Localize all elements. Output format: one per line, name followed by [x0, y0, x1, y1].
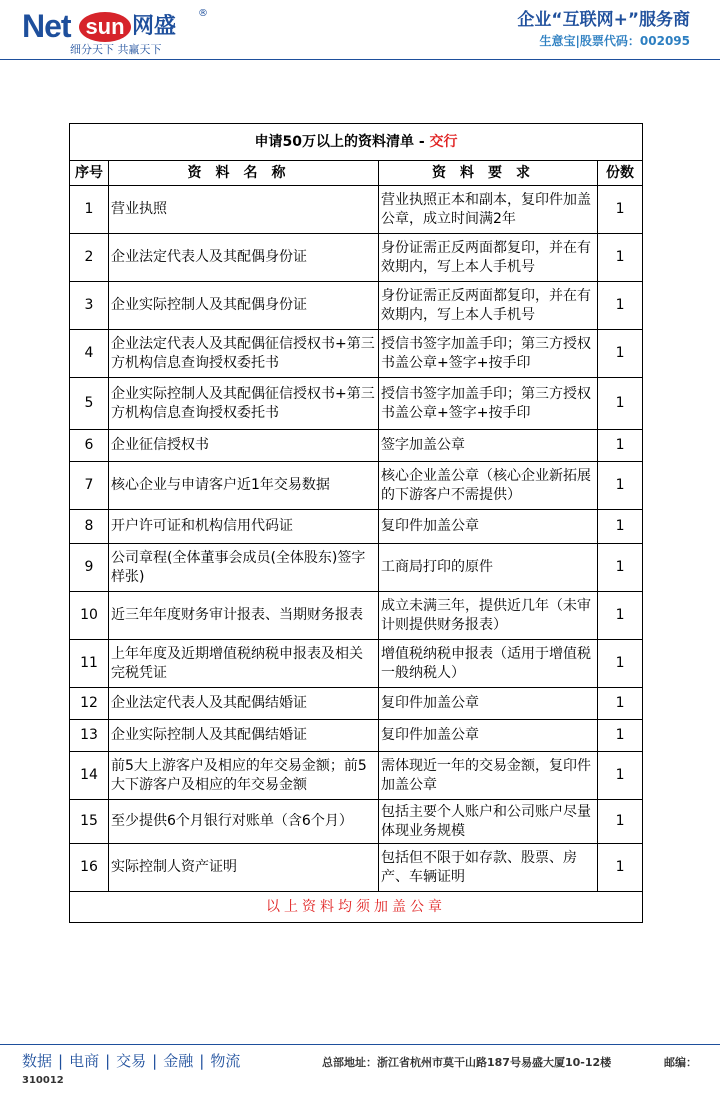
table-row	[70, 510, 643, 544]
table-title	[70, 124, 643, 161]
row-document-name: 实际控制人资产证明	[109, 844, 379, 892]
row-requirement: 复印件加盖公章	[379, 688, 598, 720]
logo-sun-badge: sun	[79, 12, 131, 42]
table-row	[70, 330, 643, 378]
stock-code: 生意宝|股票代码：002095	[539, 34, 690, 48]
row-number: 4	[70, 330, 109, 378]
document-table	[69, 123, 643, 923]
header-divider	[0, 59, 720, 60]
header-tagline: 企业“互联网+”服务商	[517, 10, 690, 30]
row-requirement: 营业执照正本和副本，复印件加盖公章，成立时间满2年	[379, 186, 598, 234]
nav-separator: |	[152, 1052, 158, 1070]
registered-mark: ®	[198, 8, 208, 19]
table-row	[70, 544, 643, 592]
row-document-name: 企业实际控制人及其配偶结婚证	[109, 720, 379, 752]
row-count: 1	[598, 688, 643, 720]
row-number: 3	[70, 282, 109, 330]
row-number: 2	[70, 234, 109, 282]
footer-nav-logistics[interactable]: 物流	[210, 1052, 241, 1070]
row-requirement: 包括但不限于如存款、股票、房产、车辆证明	[379, 844, 598, 892]
nav-separator: |	[105, 1052, 111, 1070]
row-count: 1	[598, 720, 643, 752]
row-requirement: 签字加盖公章	[379, 430, 598, 462]
footer-nav-data[interactable]: 数据	[22, 1052, 53, 1070]
row-count: 1	[598, 544, 643, 592]
col-header-no: 序号	[70, 161, 109, 186]
row-count: 1	[598, 592, 643, 640]
table-title-text: 申请50万以上的资料清单 -	[254, 133, 430, 150]
table-footer-note: 以上资料均须加盖公章	[70, 892, 643, 923]
row-count: 1	[598, 378, 643, 430]
row-number: 14	[70, 752, 109, 800]
row-count: 1	[598, 186, 643, 234]
table-row	[70, 186, 643, 234]
footer-nav-trade[interactable]: 交易	[116, 1052, 147, 1070]
logo-cn-text: 网盛	[132, 14, 177, 39]
row-number: 11	[70, 640, 109, 688]
row-count: 1	[598, 430, 643, 462]
row-number: 16	[70, 844, 109, 892]
table-row	[70, 844, 643, 892]
row-number: 12	[70, 688, 109, 720]
table-row	[70, 462, 643, 510]
footer-nav-ecommerce[interactable]: 电商	[69, 1052, 100, 1070]
row-requirement: 成立未满三年，提供近几年（未审计则提供财务报表）	[379, 592, 598, 640]
table-header-row	[70, 161, 643, 186]
row-count: 1	[598, 282, 643, 330]
table-row	[70, 720, 643, 752]
row-document-name: 核心企业与申请客户近1年交易数据	[109, 462, 379, 510]
col-header-count: 份数	[598, 161, 643, 186]
row-requirement: 授信书签字加盖手印；第三方授权书盖公章+签字+按手印	[379, 378, 598, 430]
row-number: 7	[70, 462, 109, 510]
row-document-name: 上年年度及近期增值税纳税申报表及相关完税凭证	[109, 640, 379, 688]
table-row	[70, 688, 643, 720]
table-row	[70, 234, 643, 282]
table-row	[70, 430, 643, 462]
row-requirement: 增值税纳税申报表（适用于增值税一般纳税人）	[379, 640, 598, 688]
row-document-name: 企业法定代表人及其配偶结婚证	[109, 688, 379, 720]
footer-divider	[0, 1044, 720, 1045]
row-requirement: 身份证需正反两面都复印，并在有效期内，写上本人手机号	[379, 234, 598, 282]
table-row	[70, 282, 643, 330]
nav-separator: |	[58, 1052, 64, 1070]
row-requirement: 身份证需正反两面都复印，并在有效期内，写上本人手机号	[379, 282, 598, 330]
col-header-name: 资料名称	[109, 161, 379, 186]
row-number: 9	[70, 544, 109, 592]
row-count: 1	[598, 844, 643, 892]
row-document-name: 企业征信授权书	[109, 430, 379, 462]
table-row	[70, 752, 643, 800]
footer-mail-label: 邮编：	[664, 1056, 697, 1069]
table-title-bank: 交行	[429, 133, 458, 150]
row-count: 1	[598, 462, 643, 510]
footer-address: 总部地址：浙江省杭州市莫干山路187号易盛大厦10-12楼	[322, 1056, 612, 1069]
row-document-name: 营业执照	[109, 186, 379, 234]
row-document-name: 企业法定代表人及其配偶征信授权书+第三方机构信息查询授权委托书	[109, 330, 379, 378]
footer-nav-finance[interactable]: 金融	[163, 1052, 194, 1070]
table-row	[70, 378, 643, 430]
row-requirement: 核心企业盖公章（核心企业新拓展的下游客户不需提供）	[379, 462, 598, 510]
row-document-name: 开户许可证和机构信用代码证	[109, 510, 379, 544]
header-tagline-block	[517, 8, 690, 50]
row-number: 13	[70, 720, 109, 752]
nav-separator: |	[199, 1052, 205, 1070]
row-count: 1	[598, 330, 643, 378]
row-number: 15	[70, 800, 109, 844]
table-row	[70, 592, 643, 640]
logo-slogan: 细分天下 共赢天下	[70, 43, 162, 56]
row-number: 8	[70, 510, 109, 544]
footer-zip: 310012	[22, 1075, 64, 1086]
row-requirement: 复印件加盖公章	[379, 720, 598, 752]
row-document-name: 企业法定代表人及其配偶身份证	[109, 234, 379, 282]
row-requirement: 需体现近一年的交易金额，复印件加盖公章	[379, 752, 598, 800]
row-document-name: 企业实际控制人及其配偶身份证	[109, 282, 379, 330]
row-document-name: 企业实际控制人及其配偶征信授权书+第三方机构信息查询授权委托书	[109, 378, 379, 430]
row-requirement: 工商局打印的原件	[379, 544, 598, 592]
page-header	[0, 0, 720, 60]
row-number: 1	[70, 186, 109, 234]
row-requirement: 复印件加盖公章	[379, 510, 598, 544]
row-document-name: 公司章程(全体董事会成员(全体股东)签字样张)	[109, 544, 379, 592]
row-number: 10	[70, 592, 109, 640]
table-row	[70, 640, 643, 688]
col-header-requirement: 资料要求	[379, 161, 598, 186]
row-document-name: 近三年年度财务审计报表、当期财务报表	[109, 592, 379, 640]
row-count: 1	[598, 800, 643, 844]
row-number: 6	[70, 430, 109, 462]
row-requirement: 授信书签字加盖手印；第三方授权书盖公章+签字+按手印	[379, 330, 598, 378]
row-count: 1	[598, 752, 643, 800]
row-requirement: 包括主要个人账户和公司账户尽量体现业务规模	[379, 800, 598, 844]
row-count: 1	[598, 510, 643, 544]
row-number: 5	[70, 378, 109, 430]
row-count: 1	[598, 640, 643, 688]
footer-nav	[22, 1050, 240, 1071]
logo-net-text: Net	[22, 8, 71, 44]
table-body	[70, 186, 643, 892]
table-row	[70, 800, 643, 844]
row-count: 1	[598, 234, 643, 282]
row-document-name: 至少提供6个月银行对账单（含6个月）	[109, 800, 379, 844]
row-document-name: 前5大上游客户及相应的年交易金额；前5大下游客户及相应的年交易金额	[109, 752, 379, 800]
